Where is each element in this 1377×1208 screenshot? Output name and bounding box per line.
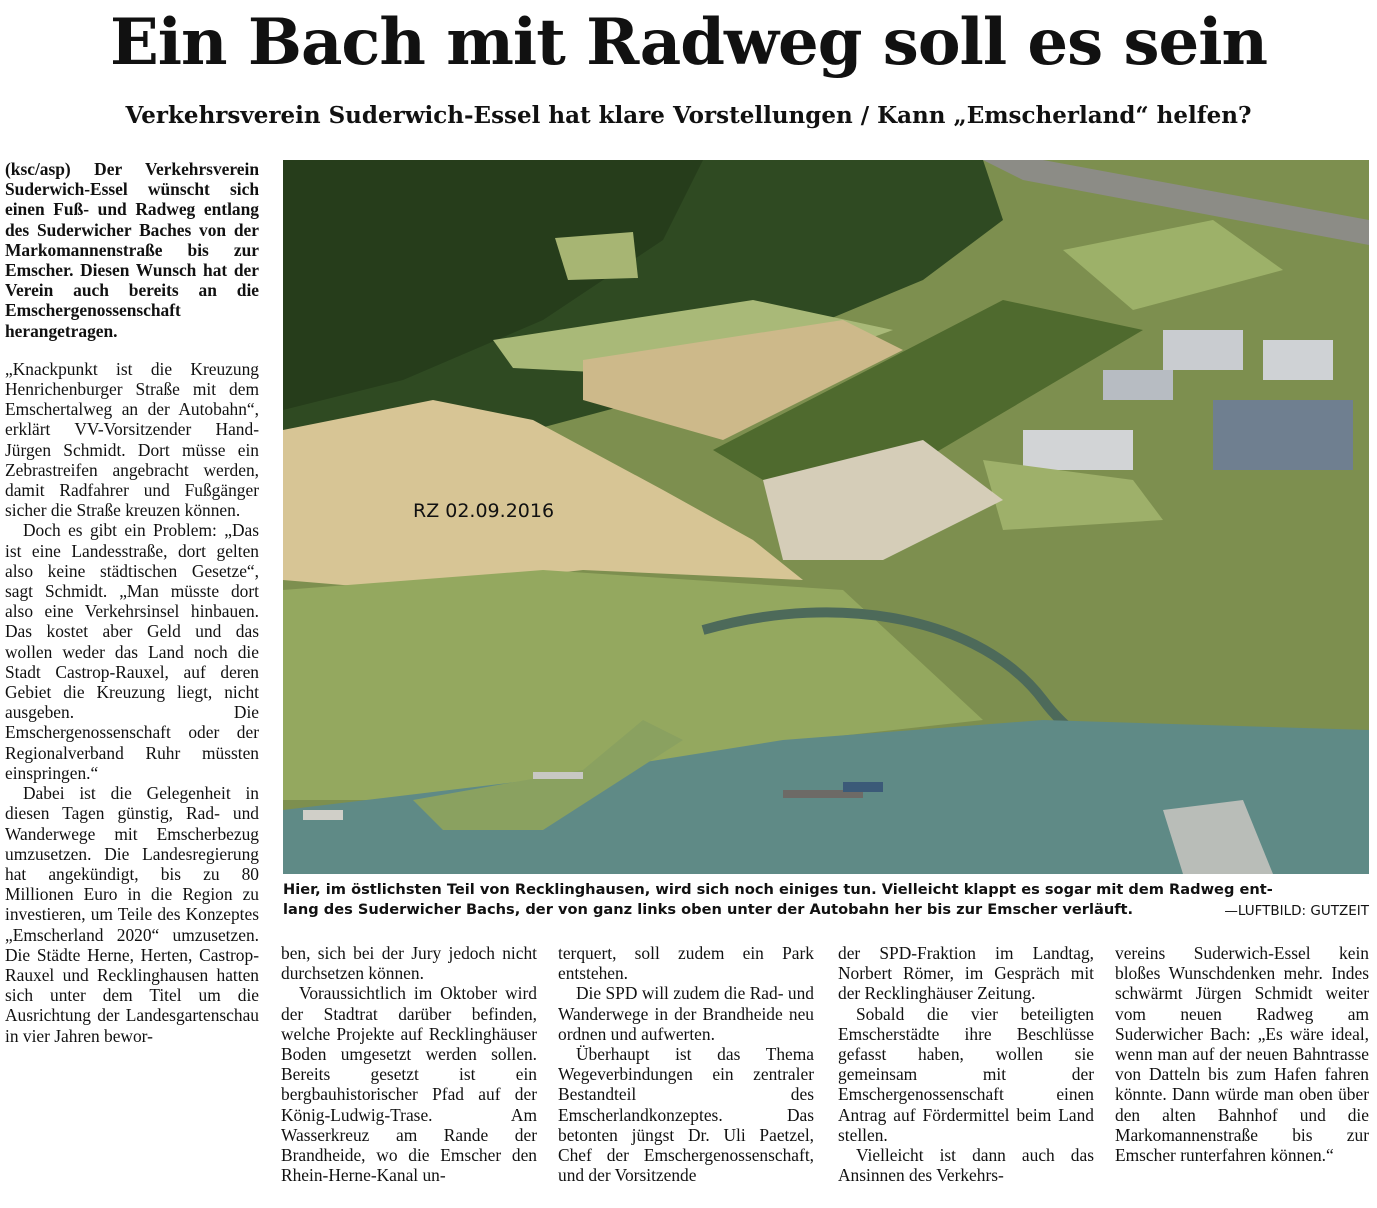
photo-date-stamp: RZ 02.09.2016 bbox=[413, 500, 555, 522]
article-paragraph: vereins Suderwich-Essel kein bloßes Wunschdenken mehr. Indes schwärmt Jürgen Schmidt weiter vom neuen Radweg am Suderwicher Bach: „Es wäre ideal, wenn man auf der neuen Bahntrasse von Datteln bis zum Hafen fahren könnte. Dann würde man oben über den alten Bahnhof und die Markomannenstraße bis zur Emscher runterfahren können.“ bbox=[1115, 943, 1369, 1166]
headline: Ein Bach mit Radweg soll es sein bbox=[109, 5, 1268, 80]
author-tag: (ksc/asp) bbox=[5, 159, 71, 179]
article-paragraph: Sobald die vier beteiligten Emscherstädte ihre Beschlüsse gefasst haben, wollen sie gemeinsam mit der Emschergenossenschaft einen Antrag auf Fördermittel beim Land stellen. bbox=[838, 1003, 1094, 1145]
caption-line-1: Hier, im östlichsten Teil von Recklinghausen, wird sich noch einiges tun. Vielleicht klappt es sogar mit dem Radweg ent- bbox=[283, 881, 1273, 898]
article-column-3 bbox=[558, 943, 814, 1205]
article-paragraph: Dabei ist die Gelegenheit in diesen Tagen günstig, Rad- und Wanderwege mit Emscherbezug umzusetzen. Die Landesregierung hat angekündigt, bis zu 80 Millionen Euro in die Region zu investieren, um Teile des Konzeptes „Emscherland 2020“ umzusetzen. Die Städte Herne, Herten, Castrop-Rauxel und Recklinghausen hatten sich unter dem Titel um die Ausrichtung der Landesgartenschau in vier Jahren bewor- bbox=[5, 783, 259, 1046]
article-column-1 bbox=[5, 159, 259, 1204]
article-column-4 bbox=[838, 943, 1094, 1205]
caption-line-2: lang des Suderwicher Bachs, der von ganz links oben unter der Autobahn her bis zur Emscher verläuft. bbox=[283, 901, 1134, 918]
article-paragraph: Die SPD will zudem die Rad- und Wanderwege in der Brandheide neu ordnen und aufwerten. bbox=[558, 983, 814, 1044]
aerial-photo bbox=[283, 160, 1369, 874]
article-paragraph: ben, sich bei der Jury jedoch nicht durchsetzen können. bbox=[281, 943, 537, 984]
article-column-2 bbox=[281, 943, 537, 1205]
subheadline: Verkehrsverein Suderwich-Essel hat klare Vorstellungen / Kann „Emscherland“ helfen? bbox=[125, 102, 1252, 129]
article-paragraph: Überhaupt ist das Thema Wegeverbindungen ein zentraler Bestandteil des Emscherlandkonzeptes. Das betonten jüngst Dr. Uli Paetzel, Chef der Emschergenossenschaft, und der Vorsitzende bbox=[558, 1044, 814, 1186]
article-lead bbox=[5, 159, 259, 341]
photo-caption bbox=[283, 880, 1369, 921]
photo-credit: —LUFTBILD: GUTZEIT bbox=[1224, 903, 1369, 919]
article-paragraph: terquert, soll zudem ein Park entstehen. bbox=[558, 943, 814, 984]
article-paragraph: „Knackpunkt ist die Kreuzung Henrichenburger Straße mit dem Emschertalweg an der Autobahn“, erklärt VV-Vorsitzender Hand-Jürgen Schmidt. Dort müsse ein Zebrastreifen angebracht werden, damit Radfahrer und Fußgänger sicher die Straße kreuzen können. bbox=[5, 358, 259, 521]
article-column-5 bbox=[1115, 943, 1369, 1205]
article-paragraph: Vielleicht ist dann auch das Ansinnen des Verkehrs- bbox=[838, 1145, 1094, 1186]
article-paragraph: Doch es gibt ein Problem: „Das ist eine Landesstraße, dort gelten also keine städtischen Gesetze“, sagt Schmidt. „Man müsste dort also eine Verkehrsinsel hinbauen. Das kostet aber Geld und das wollen weder das Land noch die Stadt Castrop-Rauxel, auf deren Gebiet die Kreuzung liegt, nicht ausgeben. Die Emschergenossenschaft oder der Regionalverband Ruhr müssten einspringen.“ bbox=[5, 520, 259, 783]
lead-text: Der Verkehrsverein Suderwich-Essel wünscht sich einen Fuß- und Radweg entlang des Suderwicher Baches von der Markomannenstraße bis zur Emscher. Diesen Wunsch hat der Verein auch bereits an die Emschergenossenschaft herangetragen. bbox=[5, 159, 259, 341]
article-paragraph: der SPD-Fraktion im Landtag, Norbert Römer, im Gespräch mit der Recklinghäuser Zeitung. bbox=[838, 943, 1094, 1004]
article-paragraph: Voraussichtlich im Oktober wird der Stadtrat darüber befinden, welche Projekte auf Recklinghäuser Boden umgesetzt werden sollen. Bereits gesetzt ist ein bergbauhistorischer Pfad auf der König-Ludwig-Trase. Am Wasserkreuz am Rande der Brandheide, wo die Emscher den Rhein-Herne-Kanal un- bbox=[281, 983, 537, 1186]
